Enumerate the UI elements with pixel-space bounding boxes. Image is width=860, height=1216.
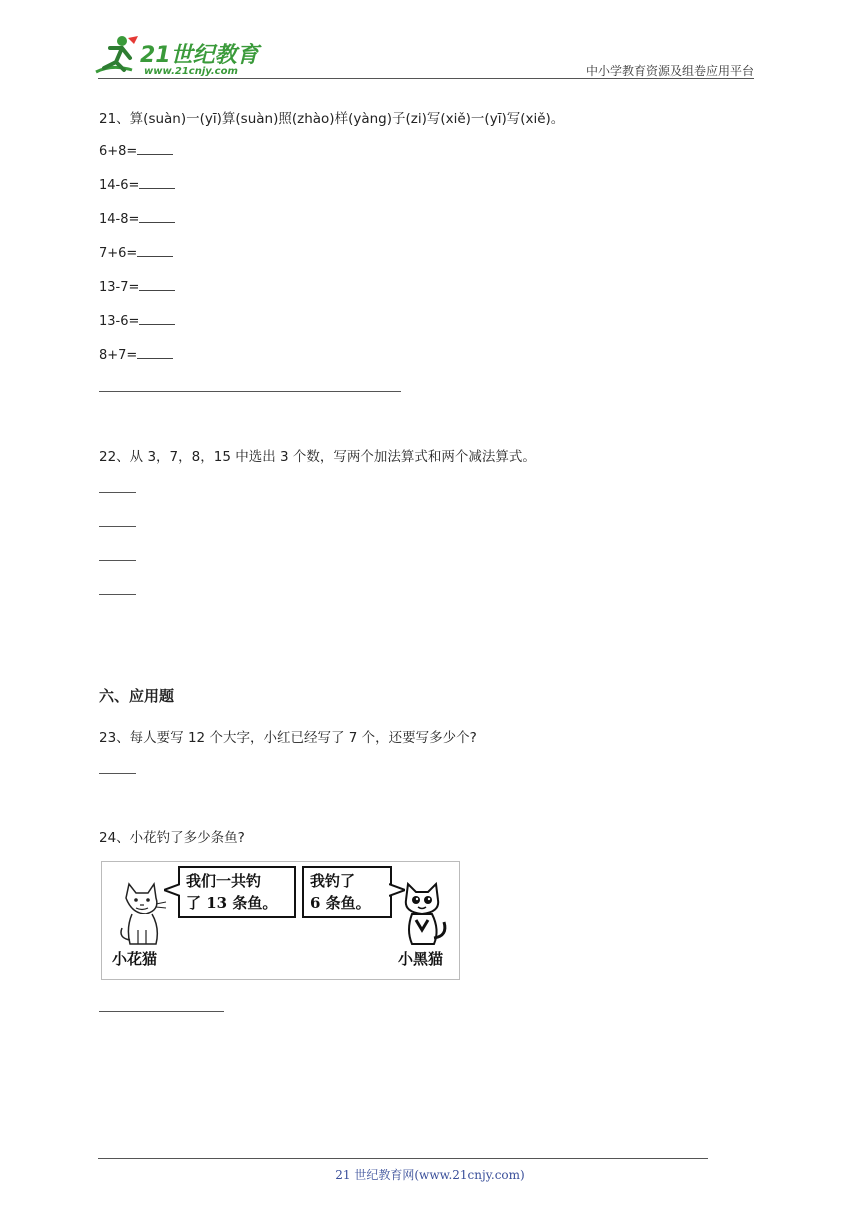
q24-answer-line[interactable] — [99, 1011, 224, 1012]
q21-answer-line[interactable] — [99, 391, 401, 392]
q21-expr: 8+7= — [99, 348, 138, 363]
q21-item — [99, 210, 175, 227]
answer-blank[interactable] — [137, 142, 173, 155]
q21-expr: 14-6= — [99, 178, 140, 193]
q22-answer-line[interactable] — [99, 594, 136, 595]
q21-item — [99, 142, 173, 159]
q21-expr: 13-6= — [99, 314, 140, 329]
q24-figure — [101, 861, 460, 980]
bubble-text: 我们一共钓 — [186, 872, 262, 890]
black-cat-icon — [396, 880, 452, 946]
q24-title: 24、小花钓了多少条鱼? — [99, 830, 245, 846]
answer-blank[interactable] — [139, 176, 175, 189]
bubble-tail-left — [164, 882, 180, 898]
q21-item — [99, 244, 173, 261]
section-title: 六、应用题 — [99, 687, 175, 705]
q21-title: 21、算(suàn)一(yī)算(suàn)照(zhào)样(yàng)子(zi)写(xiě)一(yī)写(xiě)。 — [99, 111, 565, 127]
runner-logo-icon — [92, 34, 142, 78]
q21-item — [99, 346, 173, 363]
q21-item — [99, 312, 175, 329]
header-rule — [98, 78, 754, 79]
header-logo — [92, 34, 267, 80]
q21-item — [99, 176, 175, 193]
answer-blank[interactable] — [137, 244, 173, 257]
logo-url: www.21cnjy.com — [144, 66, 238, 77]
answer-blank[interactable] — [137, 346, 173, 359]
q21-expr: 6+8= — [99, 144, 138, 159]
q21-expr: 7+6= — [99, 246, 138, 261]
speech-bubble-right — [302, 866, 392, 918]
header-platform-text: 中小学教育资源及组卷应用平台 — [585, 64, 754, 78]
bubble-text: 6 条鱼。 — [310, 894, 371, 912]
footer-rule — [98, 1158, 708, 1159]
footer-text[interactable]: 21 世纪教育网(www.21cnjy.com) — [335, 1168, 525, 1182]
q21-item — [99, 278, 175, 295]
bubble-text: 我钓了 — [310, 872, 356, 890]
bubble-text: 了 13 条鱼。 — [186, 894, 278, 912]
speech-bubble-left — [178, 866, 296, 918]
answer-blank[interactable] — [139, 312, 175, 325]
q22-title: 22、从 3，7，8，15 中选出 3 个数，写两个加法算式和两个减法算式。 — [99, 449, 536, 465]
cat-label-right: 小黑猫 — [398, 950, 444, 968]
q22-answer-line[interactable] — [99, 492, 136, 493]
answer-blank[interactable] — [139, 278, 175, 291]
q22-answer-line[interactable] — [99, 560, 136, 561]
q22-answer-line[interactable] — [99, 526, 136, 527]
q21-expr: 13-7= — [99, 280, 140, 295]
q23-answer-line[interactable] — [99, 773, 136, 774]
logo-text: 21世纪教育 — [140, 43, 259, 68]
answer-blank[interactable] — [139, 210, 175, 223]
cat-label-left: 小花猫 — [112, 950, 158, 968]
q23-title: 23、每人要写 12 个大字，小红已经写了 7 个，还要写多少个? — [99, 730, 477, 746]
q21-expr: 14-8= — [99, 212, 140, 227]
